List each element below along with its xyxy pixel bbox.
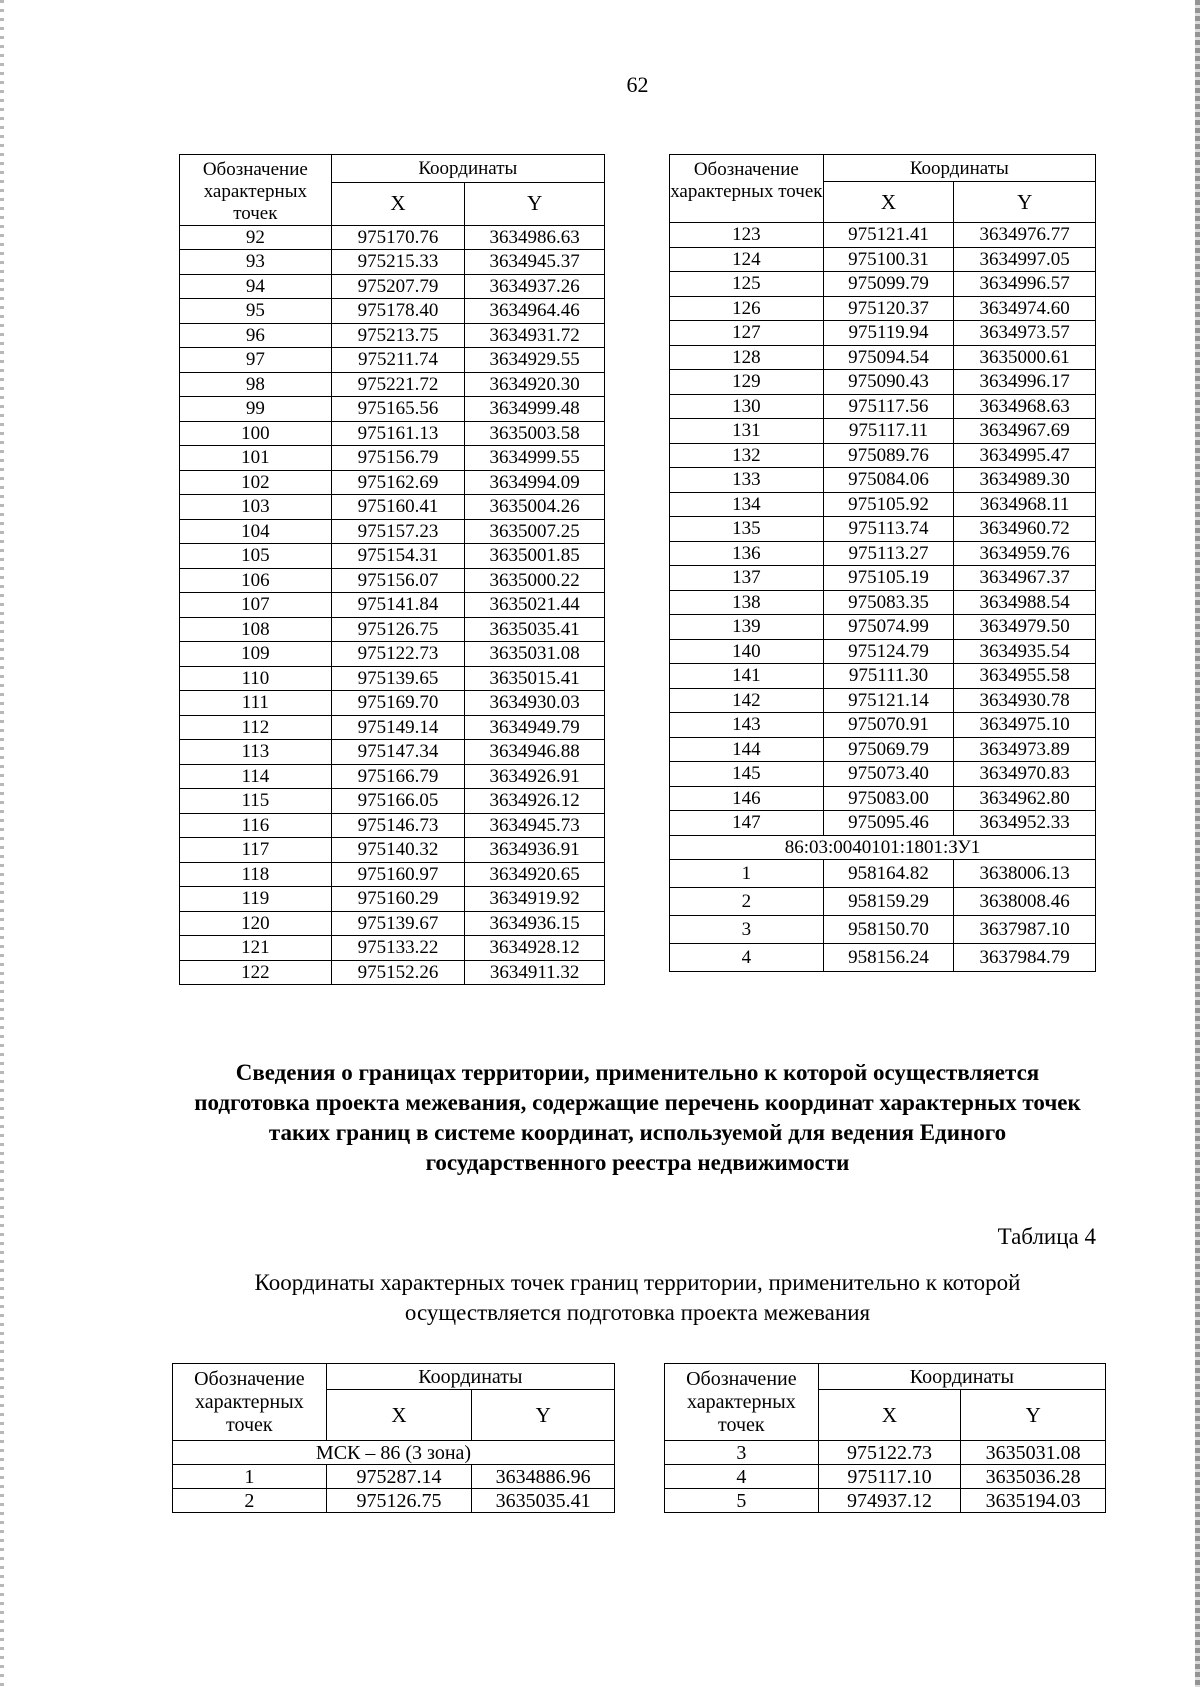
- point-id-cell: 95: [180, 299, 332, 324]
- x-coordinate-cell: 975083.35: [823, 590, 954, 615]
- y-coordinate-cell: 3634926.91: [465, 764, 605, 789]
- point-id-cell: 130: [670, 394, 824, 419]
- y-coordinate-cell: 3634935.54: [954, 639, 1096, 664]
- table-row: [180, 568, 605, 593]
- y-coordinate-cell: 3634997.05: [954, 247, 1096, 272]
- y-coordinate-cell: 3634964.46: [465, 299, 605, 324]
- table-row: [180, 764, 605, 789]
- point-id-cell: 4: [665, 1465, 819, 1489]
- point-id-cell: 131: [670, 419, 824, 444]
- table-row: [180, 250, 605, 275]
- y-coordinate-cell: 3634928.12: [465, 936, 605, 961]
- x-coordinate-cell: 975105.19: [823, 566, 954, 591]
- table-row: [670, 321, 1096, 346]
- point-id-cell: 135: [670, 517, 824, 542]
- point-id-cell: 105: [180, 544, 332, 569]
- x-coordinate-cell: 975207.79: [331, 274, 465, 299]
- x-coordinate-cell: 975117.10: [818, 1465, 961, 1489]
- table-row: [670, 639, 1096, 664]
- y-coordinate-cell: 3634930.78: [954, 688, 1096, 713]
- point-id-cell: 106: [180, 568, 332, 593]
- y-coordinate-cell: 3634968.63: [954, 394, 1096, 419]
- table-row: [670, 762, 1096, 787]
- table-row: [180, 666, 605, 691]
- y-coordinate-cell: 3634999.48: [465, 397, 605, 422]
- x-coordinate-cell: 975099.79: [823, 272, 954, 297]
- header-coordinates: Координаты: [823, 155, 1095, 182]
- header-y: Y: [465, 183, 605, 226]
- point-id-cell: 4: [670, 944, 824, 972]
- table-row: [180, 617, 605, 642]
- table-row: [670, 541, 1096, 566]
- y-coordinate-cell: 3634929.55: [465, 348, 605, 373]
- y-coordinate-cell: 3634945.73: [465, 813, 605, 838]
- x-coordinate-cell: 975070.91: [823, 713, 954, 738]
- x-coordinate-cell: 975165.56: [331, 397, 465, 422]
- point-id-cell: 101: [180, 446, 332, 471]
- point-id-cell: 122: [180, 960, 332, 985]
- y-coordinate-cell: 3634920.30: [465, 372, 605, 397]
- coordinates-table-top-right: [669, 154, 1096, 972]
- point-id-cell: 123: [670, 223, 824, 248]
- point-id-cell: 121: [180, 936, 332, 961]
- y-coordinate-cell: 3634911.32: [465, 960, 605, 985]
- point-id-cell: 136: [670, 541, 824, 566]
- y-coordinate-cell: 3635194.03: [961, 1489, 1106, 1513]
- header-x: X: [326, 1390, 472, 1441]
- header-y: Y: [954, 182, 1096, 223]
- y-coordinate-cell: 3634937.26: [465, 274, 605, 299]
- point-id-cell: 93: [180, 250, 332, 275]
- point-id-cell: 124: [670, 247, 824, 272]
- x-coordinate-cell: 975160.97: [331, 862, 465, 887]
- x-coordinate-cell: 975139.65: [331, 666, 465, 691]
- table-row: [670, 566, 1096, 591]
- header-coordinates: Координаты: [818, 1364, 1105, 1390]
- table-row: [670, 345, 1096, 370]
- y-coordinate-cell: 3635003.58: [465, 421, 605, 446]
- y-coordinate-cell: 3635015.41: [465, 666, 605, 691]
- point-id-cell: 99: [180, 397, 332, 422]
- point-id-cell: 100: [180, 421, 332, 446]
- x-coordinate-cell: 975215.33: [331, 250, 465, 275]
- table-row: [180, 911, 605, 936]
- y-coordinate-cell: 3634960.72: [954, 517, 1096, 542]
- scan-edge-right: [1195, 0, 1200, 1687]
- x-coordinate-cell: 975069.79: [823, 737, 954, 762]
- x-coordinate-cell: 975111.30: [823, 664, 954, 689]
- y-coordinate-cell: 3638006.13: [954, 860, 1096, 888]
- y-coordinate-cell: 3634930.03: [465, 691, 605, 716]
- y-coordinate-cell: 3634996.17: [954, 370, 1096, 395]
- x-coordinate-cell: 975160.29: [331, 887, 465, 912]
- point-id-cell: 116: [180, 813, 332, 838]
- x-coordinate-cell: 975169.70: [331, 691, 465, 716]
- x-coordinate-cell: 975117.56: [823, 394, 954, 419]
- header-designation: Обозначение характерных точек: [665, 1364, 819, 1441]
- table-row: [180, 544, 605, 569]
- y-coordinate-cell: 3634968.11: [954, 492, 1096, 517]
- y-coordinate-cell: 3634920.65: [465, 862, 605, 887]
- x-coordinate-cell: 975113.27: [823, 541, 954, 566]
- header-x: X: [331, 183, 465, 226]
- y-coordinate-cell: 3634936.15: [465, 911, 605, 936]
- y-coordinate-cell: 3634996.57: [954, 272, 1096, 297]
- point-id-cell: 140: [670, 639, 824, 664]
- y-coordinate-cell: 3635021.44: [465, 593, 605, 618]
- x-coordinate-cell: 975166.05: [331, 789, 465, 814]
- y-coordinate-cell: 3635000.61: [954, 345, 1096, 370]
- x-coordinate-cell: 975095.46: [823, 811, 954, 836]
- point-id-cell: 137: [670, 566, 824, 591]
- table-row: [670, 443, 1096, 468]
- table-row: [180, 372, 605, 397]
- table-row: [180, 862, 605, 887]
- table-row: [670, 223, 1096, 248]
- x-coordinate-cell: 975122.73: [331, 642, 465, 667]
- table-row: [180, 495, 605, 520]
- table-row: [180, 813, 605, 838]
- point-id-cell: 104: [180, 519, 332, 544]
- y-coordinate-cell: 3637987.10: [954, 916, 1096, 944]
- y-coordinate-cell: 3634975.10: [954, 713, 1096, 738]
- x-coordinate-cell: 974937.12: [818, 1489, 961, 1513]
- x-coordinate-cell: 975154.31: [331, 544, 465, 569]
- x-coordinate-cell: 975157.23: [331, 519, 465, 544]
- table-row: [180, 960, 605, 985]
- x-coordinate-cell: 975139.67: [331, 911, 465, 936]
- section-label-parcel: 86:03:0040101:1801:ЗУ1: [670, 835, 1096, 860]
- y-coordinate-cell: 3634952.33: [954, 811, 1096, 836]
- table-row: [180, 470, 605, 495]
- table-row: [670, 517, 1096, 542]
- table-row: [180, 519, 605, 544]
- x-coordinate-cell: 975166.79: [331, 764, 465, 789]
- x-coordinate-cell: 958156.24: [823, 944, 954, 972]
- header-x: X: [818, 1390, 961, 1441]
- table-row: [670, 713, 1096, 738]
- table-row: [665, 1465, 1106, 1489]
- point-id-cell: 112: [180, 715, 332, 740]
- point-id-cell: 114: [180, 764, 332, 789]
- table-row: [670, 590, 1096, 615]
- x-coordinate-cell: 975133.22: [331, 936, 465, 961]
- point-id-cell: 97: [180, 348, 332, 373]
- y-coordinate-cell: 3634886.96: [472, 1465, 615, 1489]
- point-id-cell: 98: [180, 372, 332, 397]
- table-row: [670, 688, 1096, 713]
- header-designation: Обозначение характерных точек: [670, 155, 824, 223]
- table-row: [670, 419, 1096, 444]
- y-coordinate-cell: 3635004.26: [465, 495, 605, 520]
- table-row: [173, 1465, 615, 1489]
- y-coordinate-cell: 3634973.57: [954, 321, 1096, 346]
- x-coordinate-cell: 975124.79: [823, 639, 954, 664]
- point-id-cell: 96: [180, 323, 332, 348]
- y-coordinate-cell: 3634946.88: [465, 740, 605, 765]
- x-coordinate-cell: 958150.70: [823, 916, 954, 944]
- point-id-cell: 120: [180, 911, 332, 936]
- y-coordinate-cell: 3634999.55: [465, 446, 605, 471]
- x-coordinate-cell: 975152.26: [331, 960, 465, 985]
- y-coordinate-cell: 3634986.63: [465, 225, 605, 250]
- table-row: [180, 715, 605, 740]
- table-row: [180, 274, 605, 299]
- x-coordinate-cell: 975211.74: [331, 348, 465, 373]
- y-coordinate-cell: 3634989.30: [954, 468, 1096, 493]
- point-id-cell: 126: [670, 296, 824, 321]
- y-coordinate-cell: 3634949.79: [465, 715, 605, 740]
- table-row: [665, 1489, 1106, 1513]
- table-row: [665, 1441, 1106, 1465]
- coordinates-table-bottom-right: [664, 1363, 1106, 1513]
- table-row: [180, 397, 605, 422]
- table-row: [180, 323, 605, 348]
- point-id-cell: 144: [670, 737, 824, 762]
- y-coordinate-cell: 3634967.37: [954, 566, 1096, 591]
- x-coordinate-cell: 975162.69: [331, 470, 465, 495]
- y-coordinate-cell: 3634936.91: [465, 838, 605, 863]
- table-row: [180, 446, 605, 471]
- x-coordinate-cell: 975119.94: [823, 321, 954, 346]
- x-coordinate-cell: 975126.75: [331, 617, 465, 642]
- section-title: Сведения о границах территории, применительно к которой осуществляется подготовка проекта межевания, содержащие перечень координат характерных точек таких границ в системе координат, используемой для ведения Единого государственного реестра недвижимости: [194, 1060, 1081, 1175]
- x-coordinate-cell: 975221.72: [331, 372, 465, 397]
- table-label: Таблица 4: [997, 1224, 1096, 1249]
- x-coordinate-cell: 975178.40: [331, 299, 465, 324]
- point-id-cell: 129: [670, 370, 824, 395]
- point-id-cell: 134: [670, 492, 824, 517]
- table-row: [670, 811, 1096, 836]
- table-row: [180, 789, 605, 814]
- table-row: [670, 944, 1096, 972]
- point-id-cell: 2: [670, 888, 824, 916]
- table-row: [180, 838, 605, 863]
- y-coordinate-cell: 3634976.77: [954, 223, 1096, 248]
- point-id-cell: 111: [180, 691, 332, 716]
- point-id-cell: 92: [180, 225, 332, 250]
- x-coordinate-cell: 975073.40: [823, 762, 954, 787]
- x-coordinate-cell: 975074.99: [823, 615, 954, 640]
- x-coordinate-cell: 975100.31: [823, 247, 954, 272]
- table-row: [670, 370, 1096, 395]
- y-coordinate-cell: 3634995.47: [954, 443, 1096, 468]
- table-row: [670, 916, 1096, 944]
- point-id-cell: 3: [670, 916, 824, 944]
- y-coordinate-cell: 3634926.12: [465, 789, 605, 814]
- table-row: [180, 348, 605, 373]
- y-coordinate-cell: 3634970.83: [954, 762, 1096, 787]
- x-coordinate-cell: 975094.54: [823, 345, 954, 370]
- table-row: [670, 468, 1096, 493]
- x-coordinate-cell: 975156.07: [331, 568, 465, 593]
- y-coordinate-cell: 3634955.58: [954, 664, 1096, 689]
- header-designation: Обозначение характерных точек: [173, 1364, 327, 1441]
- point-id-cell: 109: [180, 642, 332, 667]
- point-id-cell: 141: [670, 664, 824, 689]
- x-coordinate-cell: 975083.00: [823, 786, 954, 811]
- y-coordinate-cell: 3634919.92: [465, 887, 605, 912]
- table-row: [670, 737, 1096, 762]
- x-coordinate-cell: 958159.29: [823, 888, 954, 916]
- y-coordinate-cell: 3635031.08: [961, 1441, 1106, 1465]
- point-id-cell: 107: [180, 593, 332, 618]
- point-id-cell: 127: [670, 321, 824, 346]
- point-id-cell: 103: [180, 495, 332, 520]
- x-coordinate-cell: 975113.74: [823, 517, 954, 542]
- x-coordinate-cell: 975141.84: [331, 593, 465, 618]
- table-row: [670, 394, 1096, 419]
- point-id-cell: 132: [670, 443, 824, 468]
- x-coordinate-cell: 975170.76: [331, 225, 465, 250]
- table-row: [670, 296, 1096, 321]
- x-coordinate-cell: 975117.11: [823, 419, 954, 444]
- table-row: [180, 593, 605, 618]
- y-coordinate-cell: 3635031.08: [465, 642, 605, 667]
- point-id-cell: 128: [670, 345, 824, 370]
- point-id-cell: 115: [180, 789, 332, 814]
- x-coordinate-cell: 975213.75: [331, 323, 465, 348]
- header-coordinates: Координаты: [326, 1364, 614, 1390]
- y-coordinate-cell: 3634931.72: [465, 323, 605, 348]
- point-id-cell: 2: [173, 1489, 327, 1513]
- table-row: [670, 786, 1096, 811]
- x-coordinate-cell: 975084.06: [823, 468, 954, 493]
- x-coordinate-cell: 975146.73: [331, 813, 465, 838]
- point-id-cell: 110: [180, 666, 332, 691]
- table-row: [670, 860, 1096, 888]
- y-coordinate-cell: 3634994.09: [465, 470, 605, 495]
- point-id-cell: 146: [670, 786, 824, 811]
- y-coordinate-cell: 3635036.28: [961, 1465, 1106, 1489]
- point-id-cell: 133: [670, 468, 824, 493]
- table-row: [670, 615, 1096, 640]
- table-row: [180, 642, 605, 667]
- table-row: [180, 421, 605, 446]
- x-coordinate-cell: 975287.14: [326, 1465, 472, 1489]
- header-coordinates: Координаты: [331, 155, 604, 183]
- x-coordinate-cell: 975160.41: [331, 495, 465, 520]
- y-coordinate-cell: 3635035.41: [472, 1489, 615, 1513]
- x-coordinate-cell: 975161.13: [331, 421, 465, 446]
- point-id-cell: 138: [670, 590, 824, 615]
- coordinates-table-top-left: [179, 154, 605, 985]
- table-row: [670, 664, 1096, 689]
- section-label-crs: МСК – 86 (3 зона): [173, 1441, 615, 1465]
- x-coordinate-cell: 975120.37: [823, 296, 954, 321]
- y-coordinate-cell: 3638008.46: [954, 888, 1096, 916]
- x-coordinate-cell: 975089.76: [823, 443, 954, 468]
- y-coordinate-cell: 3635007.25: [465, 519, 605, 544]
- y-coordinate-cell: 3634979.50: [954, 615, 1096, 640]
- point-id-cell: 147: [670, 811, 824, 836]
- y-coordinate-cell: 3634988.54: [954, 590, 1096, 615]
- point-id-cell: 102: [180, 470, 332, 495]
- point-id-cell: 119: [180, 887, 332, 912]
- x-coordinate-cell: 975105.92: [823, 492, 954, 517]
- y-coordinate-cell: 3634945.37: [465, 250, 605, 275]
- point-id-cell: 1: [173, 1465, 327, 1489]
- header-y: Y: [961, 1390, 1106, 1441]
- point-id-cell: 5: [665, 1489, 819, 1513]
- point-id-cell: 117: [180, 838, 332, 863]
- header-x: X: [823, 182, 954, 223]
- y-coordinate-cell: 3635000.22: [465, 568, 605, 593]
- scan-edge-left: [0, 0, 4, 1687]
- table-row: [670, 272, 1096, 297]
- x-coordinate-cell: 975147.34: [331, 740, 465, 765]
- table-row: [180, 887, 605, 912]
- table-caption: Координаты характерных точек границ территории, применительно к которой осуществляется подготовка проекта межевания: [254, 1270, 1021, 1325]
- point-id-cell: 142: [670, 688, 824, 713]
- x-coordinate-cell: 975126.75: [326, 1489, 472, 1513]
- y-coordinate-cell: 3635035.41: [465, 617, 605, 642]
- point-id-cell: 118: [180, 862, 332, 887]
- table-row: [180, 740, 605, 765]
- y-coordinate-cell: 3634962.80: [954, 786, 1096, 811]
- x-coordinate-cell: 975121.14: [823, 688, 954, 713]
- point-id-cell: 125: [670, 272, 824, 297]
- x-coordinate-cell: 958164.82: [823, 860, 954, 888]
- point-id-cell: 145: [670, 762, 824, 787]
- y-coordinate-cell: 3635001.85: [465, 544, 605, 569]
- y-coordinate-cell: 3634973.89: [954, 737, 1096, 762]
- x-coordinate-cell: 975156.79: [331, 446, 465, 471]
- point-id-cell: 1: [670, 860, 824, 888]
- x-coordinate-cell: 975122.73: [818, 1441, 961, 1465]
- x-coordinate-cell: 975140.32: [331, 838, 465, 863]
- table-row: [173, 1489, 615, 1513]
- table-row: [670, 888, 1096, 916]
- point-id-cell: 113: [180, 740, 332, 765]
- x-coordinate-cell: 975090.43: [823, 370, 954, 395]
- y-coordinate-cell: 3637984.79: [954, 944, 1096, 972]
- header-y: Y: [472, 1390, 615, 1441]
- table-row: [670, 247, 1096, 272]
- y-coordinate-cell: 3634967.69: [954, 419, 1096, 444]
- table-row: [180, 936, 605, 961]
- coordinates-table-bottom-left: [172, 1363, 615, 1513]
- x-coordinate-cell: 975149.14: [331, 715, 465, 740]
- x-coordinate-cell: 975121.41: [823, 223, 954, 248]
- point-id-cell: 94: [180, 274, 332, 299]
- point-id-cell: 139: [670, 615, 824, 640]
- point-id-cell: 108: [180, 617, 332, 642]
- table-row: [670, 492, 1096, 517]
- y-coordinate-cell: 3634974.60: [954, 296, 1096, 321]
- point-id-cell: 143: [670, 713, 824, 738]
- header-designation: Обозначение характерных точек: [180, 155, 332, 226]
- table-row: [180, 225, 605, 250]
- table-row: [180, 299, 605, 324]
- point-id-cell: 3: [665, 1441, 819, 1465]
- table-row: [180, 691, 605, 716]
- page-number: 62: [626, 72, 649, 97]
- y-coordinate-cell: 3634959.76: [954, 541, 1096, 566]
